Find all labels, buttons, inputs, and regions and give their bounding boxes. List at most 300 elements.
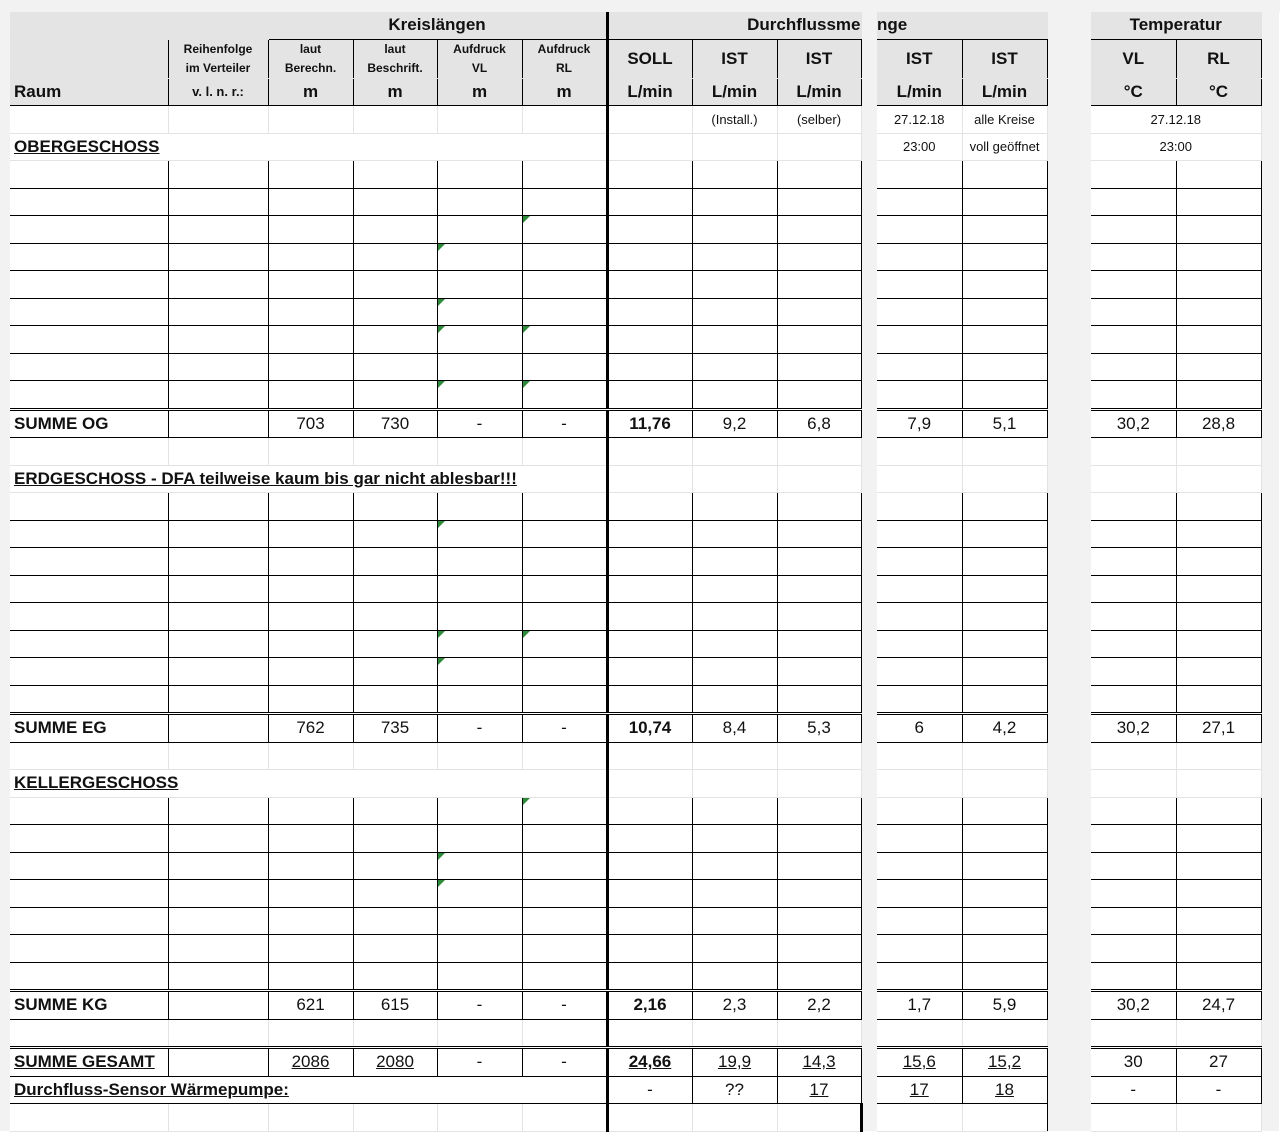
blank-cell[interactable]: [962, 770, 1047, 798]
ist-selber-cell[interactable]: [777, 326, 861, 354]
reihenfolge-cell[interactable]: [168, 353, 268, 381]
blank-cell[interactable]: [353, 106, 437, 134]
blank-cell[interactable]: [353, 1019, 437, 1048]
raum-cell[interactable]: [10, 685, 168, 714]
temperatur-header[interactable]: Temperatur: [1091, 12, 1261, 39]
unit-m[interactable]: m: [353, 78, 437, 106]
reihenfolge-cell[interactable]: [168, 188, 268, 216]
length-calc-cell[interactable]: [268, 326, 353, 354]
ist-date-cell[interactable]: [877, 962, 962, 991]
ist-alle-cell[interactable]: [962, 852, 1047, 880]
ist-date-cell[interactable]: [877, 353, 962, 381]
reihenfolge-cell[interactable]: [168, 326, 268, 354]
length-label-cell[interactable]: [353, 935, 437, 963]
ist-alle-cell[interactable]: [962, 658, 1047, 686]
ist-install-cell[interactable]: [692, 962, 777, 991]
length-label-cell[interactable]: [353, 603, 437, 631]
ist-date-cell[interactable]: 7,9: [877, 409, 962, 438]
soll-cell[interactable]: [607, 216, 692, 244]
ist-install-cell[interactable]: [692, 603, 777, 631]
aufdruck-vl-cell[interactable]: [437, 852, 522, 880]
temp-vl-cell[interactable]: [1091, 797, 1176, 825]
ist-alle-cell[interactable]: 15,2: [962, 1048, 1047, 1077]
raum-cell[interactable]: [10, 216, 168, 244]
temp-vl-cell[interactable]: [1091, 216, 1176, 244]
aufdruck-vl-cell[interactable]: [437, 353, 522, 381]
temp-rl-cell[interactable]: [1176, 520, 1261, 548]
blank-cell[interactable]: [692, 465, 777, 493]
reihenfolge-cell[interactable]: [168, 493, 268, 521]
blank-cell[interactable]: [692, 770, 777, 798]
blank-cell[interactable]: [1176, 1104, 1261, 1132]
reihenfolge-cell[interactable]: [168, 880, 268, 908]
temp-rl-cell[interactable]: [1176, 962, 1261, 991]
ist-alle-cell[interactable]: [962, 243, 1047, 271]
temp-rl-cell[interactable]: [1176, 271, 1261, 299]
length-label-cell[interactable]: [353, 548, 437, 576]
ist-date-cell[interactable]: [877, 188, 962, 216]
temp-vl-cell[interactable]: [1091, 935, 1176, 963]
blank-cell[interactable]: [692, 1019, 777, 1048]
soll-cell[interactable]: [607, 298, 692, 326]
blank-cell[interactable]: [607, 770, 692, 798]
aufdruck-vl-cell[interactable]: [437, 685, 522, 714]
ist-date-cell[interactable]: [877, 630, 962, 658]
blank-cell[interactable]: [522, 438, 607, 466]
ist-install-cell[interactable]: [692, 353, 777, 381]
length-label-cell[interactable]: [353, 381, 437, 410]
blank-cell[interactable]: [777, 770, 861, 798]
ist-install-cell[interactable]: [692, 797, 777, 825]
aufdruck-rl-cell[interactable]: [522, 243, 607, 271]
blank-cell[interactable]: [877, 438, 962, 466]
soll-cell[interactable]: [607, 520, 692, 548]
reihenfolge-header[interactable]: [168, 39, 268, 78]
soll-cell[interactable]: [607, 658, 692, 686]
aufdruck-vl-header[interactable]: [437, 39, 522, 78]
unit-degc[interactable]: °C: [1176, 78, 1261, 106]
ist-install-cell[interactable]: 19,9: [692, 1048, 777, 1077]
raum-cell[interactable]: [10, 658, 168, 686]
soll-cell[interactable]: [607, 271, 692, 299]
length-calc-cell[interactable]: [268, 962, 353, 991]
aufdruck-vl-cell[interactable]: -: [437, 1048, 522, 1077]
ist-install-cell[interactable]: [692, 880, 777, 908]
aufdruck-vl-cell[interactable]: [437, 935, 522, 963]
blank-cell[interactable]: [268, 1104, 353, 1132]
ist-selber-cell[interactable]: [777, 520, 861, 548]
length-label-cell[interactable]: [353, 271, 437, 299]
durchfluss-header-cont[interactable]: nge: [877, 12, 1047, 39]
raum-cell[interactable]: [10, 353, 168, 381]
aufdruck-rl-cell[interactable]: [522, 797, 607, 825]
temp-rl-cell[interactable]: [1176, 216, 1261, 244]
raum-cell[interactable]: [10, 243, 168, 271]
length-label-cell[interactable]: [353, 907, 437, 935]
aufdruck-rl-cell[interactable]: [522, 381, 607, 410]
ist-date-cell[interactable]: [877, 493, 962, 521]
blank-cell[interactable]: [962, 465, 1047, 493]
unit-lmin[interactable]: L/min: [777, 78, 861, 106]
length-label-cell[interactable]: [353, 797, 437, 825]
length-calc-cell[interactable]: [268, 493, 353, 521]
temp-vl-cell[interactable]: [1091, 381, 1176, 410]
aufdruck-vl-cell[interactable]: [437, 548, 522, 576]
unit-m[interactable]: m: [437, 78, 522, 106]
date-note[interactable]: 27.12.18: [877, 106, 962, 134]
ist-install-cell[interactable]: 9,2: [692, 409, 777, 438]
length-calc-cell[interactable]: [268, 603, 353, 631]
ist-date-cell[interactable]: [877, 880, 962, 908]
reihenfolge-cell[interactable]: [168, 575, 268, 603]
temp-vl-cell[interactable]: [1091, 243, 1176, 271]
raum-cell[interactable]: [10, 520, 168, 548]
ist-install-cell[interactable]: [692, 548, 777, 576]
ist-alle-cell[interactable]: [962, 493, 1047, 521]
temp-vl-cell[interactable]: [1091, 630, 1176, 658]
ist-install-cell[interactable]: [692, 825, 777, 853]
aufdruck-rl-cell[interactable]: [522, 326, 607, 354]
ist-selber-cell[interactable]: 6,8: [777, 409, 861, 438]
temp-vl-cell[interactable]: [1091, 880, 1176, 908]
ist-date-header[interactable]: IST: [877, 39, 962, 78]
blank-cell[interactable]: [607, 106, 692, 134]
length-calc-cell[interactable]: 762: [268, 714, 353, 743]
ist-alle-cell[interactable]: [962, 685, 1047, 714]
reihenfolge-cell[interactable]: [168, 852, 268, 880]
sensor-ist2[interactable]: 17: [777, 1076, 861, 1104]
ist-alle-cell[interactable]: [962, 188, 1047, 216]
blank-cell[interactable]: [1091, 742, 1176, 770]
unit-lmin[interactable]: L/min: [607, 78, 692, 106]
blank-cell[interactable]: [1176, 465, 1261, 493]
unit-lmin[interactable]: L/min: [692, 78, 777, 106]
soll-cell[interactable]: [607, 188, 692, 216]
soll-header[interactable]: SOLL: [607, 39, 692, 78]
blank-cell[interactable]: [777, 1104, 861, 1132]
laut-beschrift-header[interactable]: [353, 39, 437, 78]
soll-cell[interactable]: 11,76: [607, 409, 692, 438]
aufdruck-vl-cell[interactable]: [437, 825, 522, 853]
temp-vl-cell[interactable]: [1091, 188, 1176, 216]
blank-cell[interactable]: [522, 742, 607, 770]
install-note[interactable]: (Install.): [692, 106, 777, 134]
raum-cell[interactable]: [10, 161, 168, 189]
ist-selber-cell[interactable]: [777, 493, 861, 521]
sensor-soll[interactable]: -: [607, 1076, 692, 1104]
aufdruck-vl-cell[interactable]: [437, 658, 522, 686]
soll-cell[interactable]: [607, 962, 692, 991]
reihenfolge-cell[interactable]: [168, 685, 268, 714]
raum-cell[interactable]: [10, 962, 168, 991]
temp-rl-cell[interactable]: [1176, 658, 1261, 686]
selber-note[interactable]: (selber): [777, 106, 861, 134]
ist-install-cell[interactable]: 2,3: [692, 991, 777, 1020]
ist-selber-cell[interactable]: 2,2: [777, 991, 861, 1020]
length-label-cell[interactable]: [353, 880, 437, 908]
length-label-cell[interactable]: 615: [353, 991, 437, 1020]
temp-vl-cell[interactable]: [1091, 271, 1176, 299]
length-label-cell[interactable]: [353, 575, 437, 603]
vl-header[interactable]: VL: [1091, 39, 1176, 78]
blank-cell[interactable]: [1176, 1019, 1261, 1048]
blank-cell[interactable]: [1091, 438, 1176, 466]
temp-rl-cell[interactable]: [1176, 575, 1261, 603]
soll-cell[interactable]: [607, 630, 692, 658]
blank-cell[interactable]: [168, 106, 268, 134]
soll-cell[interactable]: [607, 161, 692, 189]
rl-header[interactable]: RL: [1176, 39, 1261, 78]
aufdruck-rl-cell[interactable]: [522, 188, 607, 216]
temp-vl-cell[interactable]: [1091, 603, 1176, 631]
raum-cell[interactable]: [10, 381, 168, 410]
sum-label[interactable]: SUMME OG: [10, 409, 168, 438]
soll-cell[interactable]: [607, 907, 692, 935]
length-calc-cell[interactable]: [268, 161, 353, 189]
temp-rl-cell[interactable]: [1176, 935, 1261, 963]
blank-cell[interactable]: [437, 1019, 522, 1048]
ist-selber-cell[interactable]: [777, 353, 861, 381]
soll-cell[interactable]: [607, 243, 692, 271]
ist-date-cell[interactable]: [877, 243, 962, 271]
blank-cell[interactable]: [168, 991, 268, 1020]
blank-cell[interactable]: [877, 1019, 962, 1048]
raum-cell[interactable]: [10, 935, 168, 963]
aufdruck-rl-cell[interactable]: [522, 852, 607, 880]
length-calc-cell[interactable]: [268, 630, 353, 658]
length-label-cell[interactable]: 730: [353, 409, 437, 438]
length-calc-cell[interactable]: [268, 298, 353, 326]
blank-cell[interactable]: [268, 742, 353, 770]
temp-rl-cell[interactable]: [1176, 298, 1261, 326]
blank-cell[interactable]: [268, 1019, 353, 1048]
ist-alle-cell[interactable]: [962, 825, 1047, 853]
length-calc-cell[interactable]: 621: [268, 991, 353, 1020]
aufdruck-rl-cell[interactable]: -: [522, 1048, 607, 1077]
reihenfolge-cell[interactable]: [168, 381, 268, 410]
kreislaengen-header[interactable]: Kreislängen: [268, 12, 607, 39]
aufdruck-rl-cell[interactable]: [522, 548, 607, 576]
blank-cell[interactable]: [168, 714, 268, 743]
length-label-cell[interactable]: 2080: [353, 1048, 437, 1077]
length-calc-cell[interactable]: [268, 520, 353, 548]
temp-vl-cell[interactable]: [1091, 825, 1176, 853]
ist-selber-cell[interactable]: [777, 603, 861, 631]
aufdruck-rl-cell[interactable]: [522, 353, 607, 381]
length-calc-cell[interactable]: [268, 188, 353, 216]
ist-alle-cell[interactable]: [962, 603, 1047, 631]
aufdruck-rl-header[interactable]: [522, 39, 607, 78]
temp-rl-cell[interactable]: 28,8: [1176, 409, 1261, 438]
aufdruck-rl-cell[interactable]: [522, 825, 607, 853]
blank-cell[interactable]: [268, 106, 353, 134]
ist-date-cell[interactable]: [877, 935, 962, 963]
blank-cell[interactable]: [777, 465, 861, 493]
temp-rl-cell[interactable]: [1176, 353, 1261, 381]
aufdruck-rl-cell[interactable]: [522, 575, 607, 603]
ist-selber-cell[interactable]: [777, 852, 861, 880]
ist-selber-cell[interactable]: [777, 658, 861, 686]
ist-install-cell[interactable]: [692, 630, 777, 658]
blank-cell[interactable]: [607, 1019, 692, 1048]
length-calc-cell[interactable]: [268, 907, 353, 935]
ist-alle-cell[interactable]: [962, 520, 1047, 548]
blank-cell[interactable]: [10, 39, 168, 78]
blank-cell[interactable]: [168, 1019, 268, 1048]
ist-alle-cell[interactable]: [962, 880, 1047, 908]
aufdruck-vl-cell[interactable]: -: [437, 409, 522, 438]
blank-cell[interactable]: [1176, 770, 1261, 798]
temp-vl-cell[interactable]: [1091, 298, 1176, 326]
aufdruck-rl-cell[interactable]: [522, 298, 607, 326]
aufdruck-vl-cell[interactable]: [437, 603, 522, 631]
ist-date-cell[interactable]: [877, 797, 962, 825]
blank-cell[interactable]: [10, 12, 168, 39]
ist-selber-cell[interactable]: [777, 935, 861, 963]
soll-cell[interactable]: 10,74: [607, 714, 692, 743]
temp-rl-cell[interactable]: 27: [1176, 1048, 1261, 1077]
section-og[interactable]: OBERGESCHOSS: [10, 133, 607, 161]
blank-cell[interactable]: [168, 1048, 268, 1077]
length-calc-cell[interactable]: 2086: [268, 1048, 353, 1077]
ist-selber-cell[interactable]: 5,3: [777, 714, 861, 743]
length-label-cell[interactable]: [353, 243, 437, 271]
reihenfolge-cell[interactable]: [168, 216, 268, 244]
blank-cell[interactable]: [268, 438, 353, 466]
soll-cell[interactable]: [607, 852, 692, 880]
ist-date-cell[interactable]: [877, 326, 962, 354]
soll-cell[interactable]: [607, 326, 692, 354]
ist-install-cell[interactable]: [692, 907, 777, 935]
temp-vl-cell[interactable]: [1091, 493, 1176, 521]
temp-vl-cell[interactable]: 30,2: [1091, 409, 1176, 438]
raum-cell[interactable]: [10, 825, 168, 853]
temp-vl-cell[interactable]: [1091, 520, 1176, 548]
blank-cell[interactable]: [607, 438, 692, 466]
blank-cell[interactable]: [10, 438, 168, 466]
blank-cell[interactable]: [1091, 465, 1176, 493]
sensor-vl[interactable]: -: [1091, 1076, 1176, 1104]
temp-rl-cell[interactable]: [1176, 188, 1261, 216]
blank-cell[interactable]: [353, 438, 437, 466]
length-label-cell[interactable]: [353, 825, 437, 853]
ist-alle-header[interactable]: IST: [962, 39, 1047, 78]
length-label-cell[interactable]: [353, 216, 437, 244]
temp-vl-cell[interactable]: [1091, 548, 1176, 576]
ist-install-cell[interactable]: [692, 298, 777, 326]
ist-selber-cell[interactable]: [777, 630, 861, 658]
soll-cell[interactable]: [607, 381, 692, 410]
reihenfolge-cell[interactable]: [168, 825, 268, 853]
time-note[interactable]: 23:00: [877, 133, 962, 161]
ist-selber-cell[interactable]: [777, 962, 861, 991]
blank-cell[interactable]: [437, 438, 522, 466]
length-label-cell[interactable]: [353, 962, 437, 991]
temp-rl-cell[interactable]: [1176, 603, 1261, 631]
sensor-label[interactable]: Durchfluss-Sensor Wärmepumpe:: [10, 1076, 607, 1104]
ist-alle-cell[interactable]: [962, 630, 1047, 658]
aufdruck-rl-cell[interactable]: -: [522, 714, 607, 743]
blank-cell[interactable]: [437, 106, 522, 134]
blank-cell[interactable]: [1091, 770, 1176, 798]
aufdruck-rl-cell[interactable]: [522, 630, 607, 658]
length-label-cell[interactable]: 735: [353, 714, 437, 743]
blank-cell[interactable]: [10, 1104, 168, 1132]
blank-cell[interactable]: [962, 1019, 1047, 1048]
raum-cell[interactable]: [10, 326, 168, 354]
ist-alle-cell[interactable]: [962, 326, 1047, 354]
sensor-rl[interactable]: -: [1176, 1076, 1261, 1104]
blank-cell[interactable]: [607, 465, 692, 493]
blank-cell[interactable]: [962, 1104, 1047, 1132]
blank-cell[interactable]: [10, 742, 168, 770]
aufdruck-vl-cell[interactable]: [437, 188, 522, 216]
soll-cell[interactable]: [607, 548, 692, 576]
raum-cell[interactable]: [10, 603, 168, 631]
ist-alle-cell[interactable]: [962, 271, 1047, 299]
ist-date-cell[interactable]: [877, 575, 962, 603]
blank-cell[interactable]: [522, 1019, 607, 1048]
ist-date-cell[interactable]: [877, 381, 962, 410]
ist-selber-cell[interactable]: [777, 243, 861, 271]
ist-date-cell[interactable]: [877, 685, 962, 714]
length-label-cell[interactable]: [353, 161, 437, 189]
ist-alle-cell[interactable]: 4,2: [962, 714, 1047, 743]
ist-date-cell[interactable]: [877, 548, 962, 576]
aufdruck-rl-cell[interactable]: [522, 962, 607, 991]
aufdruck-rl-cell[interactable]: [522, 907, 607, 935]
ist-alle-cell[interactable]: [962, 298, 1047, 326]
temp-vl-cell[interactable]: [1091, 962, 1176, 991]
sensor-ist4[interactable]: 18: [962, 1076, 1047, 1104]
soll-cell[interactable]: [607, 353, 692, 381]
ist-alle-cell[interactable]: [962, 575, 1047, 603]
raum-cell[interactable]: [10, 630, 168, 658]
length-calc-cell[interactable]: 703: [268, 409, 353, 438]
ist-install-cell[interactable]: [692, 161, 777, 189]
ist-selber-cell[interactable]: [777, 216, 861, 244]
length-label-cell[interactable]: [353, 298, 437, 326]
temp-time-note[interactable]: 23:00: [1091, 133, 1261, 161]
blank-cell[interactable]: [522, 1104, 607, 1132]
aufdruck-rl-cell[interactable]: [522, 493, 607, 521]
aufdruck-vl-cell[interactable]: [437, 161, 522, 189]
blank-cell[interactable]: [437, 742, 522, 770]
ist-alle-cell[interactable]: [962, 935, 1047, 963]
unit-lmin[interactable]: L/min: [962, 78, 1047, 106]
aufdruck-vl-cell[interactable]: [437, 243, 522, 271]
blank-cell[interactable]: [522, 106, 607, 134]
reihenfolge-cell[interactable]: [168, 161, 268, 189]
ist-date-cell[interactable]: [877, 852, 962, 880]
soll-cell[interactable]: [607, 575, 692, 603]
blank-cell[interactable]: [607, 133, 692, 161]
aufdruck-rl-cell[interactable]: [522, 685, 607, 714]
sensor-ist3[interactable]: 17: [877, 1076, 962, 1104]
temp-rl-cell[interactable]: 27,1: [1176, 714, 1261, 743]
blank-cell[interactable]: [877, 1104, 962, 1132]
ist-date-cell[interactable]: [877, 216, 962, 244]
raum-cell[interactable]: [10, 907, 168, 935]
reihenfolge-cell[interactable]: [168, 243, 268, 271]
ist-selber-cell[interactable]: 14,3: [777, 1048, 861, 1077]
blank-cell[interactable]: [877, 742, 962, 770]
length-label-cell[interactable]: [353, 658, 437, 686]
aufdruck-vl-cell[interactable]: [437, 298, 522, 326]
length-label-cell[interactable]: [353, 852, 437, 880]
raum-cell[interactable]: [10, 575, 168, 603]
soll-cell[interactable]: 24,66: [607, 1048, 692, 1077]
